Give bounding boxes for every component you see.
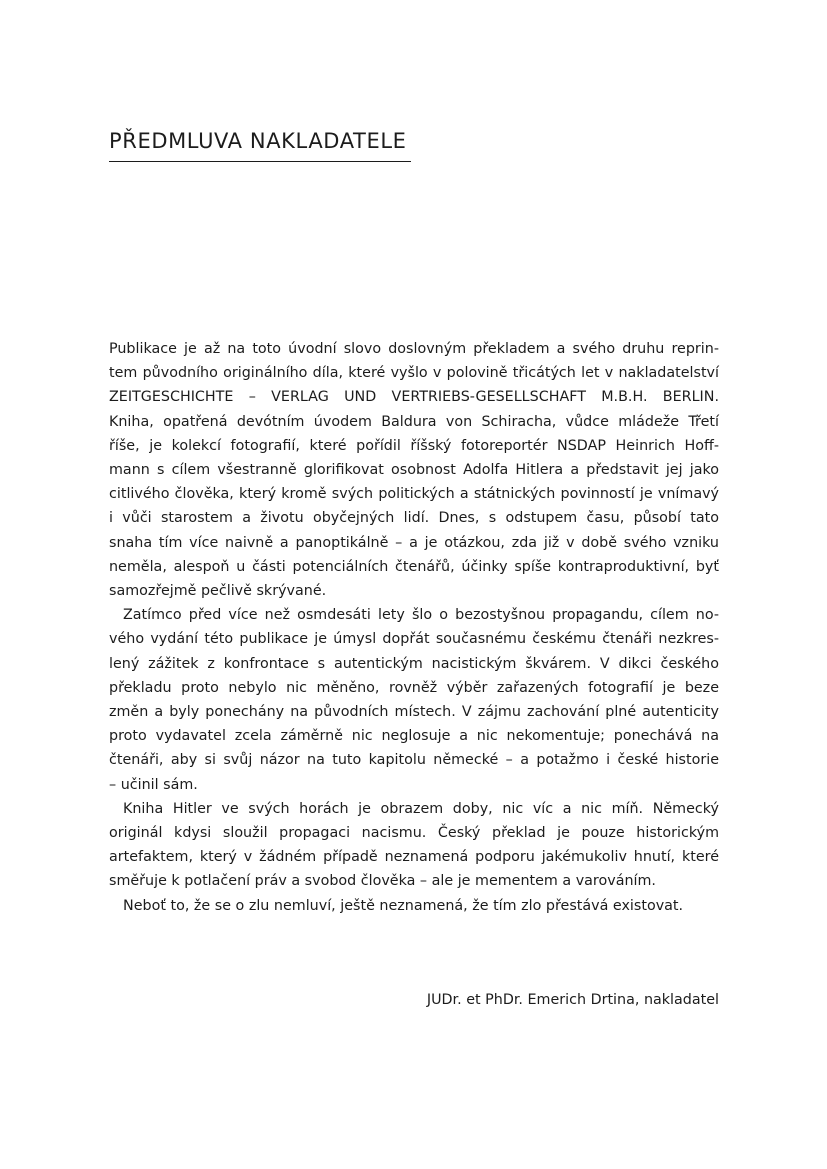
paragraph-line: – učinil sám. bbox=[109, 776, 198, 793]
paragraph-line: říše, je kolekcí fotografií, které pořídil říšský fotoreportér NSDAP Heinrich Hoff- bbox=[109, 437, 719, 454]
paragraph-line: lený zážitek z konfrontace s autentickým nacistickým škvárem. V dikci českého bbox=[109, 655, 719, 672]
paragraph-line: samozřejmě pečlivě skrývané. bbox=[109, 583, 327, 600]
paragraph-line: artefaktem, který v žádném případě neznamená podporu jakémukoliv hnutí, které bbox=[109, 849, 719, 866]
page-title: PŘEDMLUVA NAKLADATELE bbox=[109, 127, 411, 162]
paragraph-line: vého vydání této publikace je úmysl dopřát současnému českému čtenáři nezkres- bbox=[109, 631, 719, 648]
paragraph-line: překladu proto nebylo nic měněno, rovněž výběr zařazených fotografií je beze bbox=[109, 679, 719, 696]
paragraph-line: Zatímco před více než osmdesáti lety šlo o bezostyšnou propagandu, cílem no- bbox=[123, 607, 719, 624]
preface-body bbox=[109, 337, 719, 918]
paragraph-line: směřuje k potlačení práv a svobod člověka – ale je mementem a varováním. bbox=[109, 873, 656, 890]
paragraph-line: snaha tím více naivně a panoptikálně – a je otázkou, zda již v době svého vzniku bbox=[109, 534, 719, 551]
paragraph-line: změn a byly ponechány na původních místech. V zájmu zachování plné autenticity bbox=[109, 704, 719, 721]
paragraph-line: Publikace je až na toto úvodní slovo doslovným překladem a svého druhu reprin- bbox=[109, 341, 719, 357]
paragraph-line: citlivého člověka, který kromě svých politických a státnických povinností je vnímavý bbox=[109, 486, 719, 503]
publisher-signature: JUDr. et PhDr. Emerich Drtina, nakladatel bbox=[426, 992, 719, 1008]
paragraph-line: originál kdysi sloužil propagaci nacismu. Český překlad je pouze historickým bbox=[109, 825, 719, 842]
paragraph-line: tem původního originálního díla, které vyšlo v polovině třicátých let v nakladatelství bbox=[109, 365, 719, 382]
paragraph-line: čtenáři, aby si svůj názor na tuto kapitolu německé – a potažmo i české historie bbox=[109, 752, 719, 769]
paragraph-line: i vůči starostem a životu obyčejných lidí. Dnes, s odstupem času, působí tato bbox=[109, 510, 719, 527]
paragraph-line: neměla, alespoň u části potenciálních čtenářů, účinky spíše kontraproduktivní, byť bbox=[109, 558, 719, 575]
paragraph-line: mann s cílem všestranně glorifikovat osobnost Adolfa Hitlera a představit jej jako bbox=[109, 462, 719, 479]
paragraph-line: proto vydavatel zcela záměrně nic neglosuje a nic nekomentuje; ponechává na bbox=[109, 728, 719, 745]
paragraph-line: Kniha Hitler ve svých horách je obrazem doby, nic víc a nic míň. Německý bbox=[123, 800, 719, 817]
paragraph-line: Neboť to, že se o zlu nemluví, ještě neznamená, že tím zlo přestává existovat. bbox=[123, 897, 684, 914]
paragraph-line: ZEITGESCHICHTE – VERLAG UND VERTRIEBS-GESELLSCHAFT M.B.H. BERLIN. bbox=[109, 389, 719, 406]
paragraph-line: Kniha, opatřená devótním úvodem Baldura von Schiracha, vůdce mládeže Třetí bbox=[109, 413, 719, 430]
